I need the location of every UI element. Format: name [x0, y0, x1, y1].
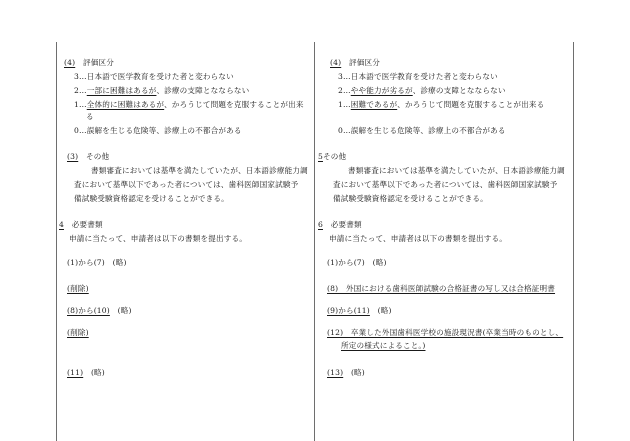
right-item-12-line1: (12) 卒業した外国歯科医学校の施設現況書(卒業当時のものとし、 — [327, 328, 564, 337]
left-docs-intro: 申請に当たって、申請者は以下の書類を提出する。 — [69, 234, 247, 243]
right-other-p1: 書類審査においては基準を満たしていたが、日本語診療能力調 — [348, 166, 565, 175]
left-eval-1-cont: る — [86, 112, 94, 121]
right-docs-intro: 申請に当たって、申請者は以下の書類を提出する。 — [329, 234, 507, 243]
left-eval-heading — [64, 57, 114, 68]
right-eval-1-underlined: 困難であるが — [350, 100, 398, 109]
right-item-1-7: (1)から(7) (略) — [327, 258, 387, 267]
left-other-p1: 書類審査においては基準を満たしていたが、日本語診療能力調 — [91, 166, 308, 175]
left-eval-heading-text: 評価区分 — [82, 58, 114, 67]
right-eval-2: 2…やや能力が劣るが、診療の支障となならない — [338, 86, 506, 95]
right-docs-heading — [318, 219, 362, 230]
right-column-rule — [573, 42, 574, 441]
right-eval-3: 3…日本語で医学教育を受けた者と変わらない — [338, 72, 498, 81]
left-docs-num: 4 — [59, 220, 64, 229]
left-item-8-10: (8)から(10) (略) — [67, 306, 132, 315]
right-docs-text: 必要書類 — [330, 220, 362, 229]
left-docs-heading — [59, 219, 103, 230]
left-eval-2-underlined: 一部に困難はあるが — [86, 86, 157, 95]
right-item-13: (13) (略) — [327, 368, 365, 377]
right-eval-heading — [330, 57, 380, 68]
right-other-text: その他 — [322, 152, 347, 161]
left-column-rule — [56, 42, 57, 441]
right-eval-heading-text: 評価区分 — [348, 58, 380, 67]
right-item-8: (8) 外国における歯科医師試験の合格証書の写し又は合格証明書 — [327, 284, 556, 293]
left-other-heading — [67, 151, 109, 162]
left-other-num: (3) — [67, 152, 79, 161]
right-other-p3: 備試験受験資格認定を受けることができる。 — [333, 194, 488, 203]
left-eval-3: 3…日本語で医学教育を受けた者と変わらない — [74, 72, 234, 81]
right-eval-2-underlined: やや能力が劣るが — [350, 86, 413, 95]
left-other-text: その他 — [85, 152, 110, 161]
right-eval-0: 0…誤解を生じる危険等、診療上の不都合がある — [338, 126, 506, 135]
right-other-heading — [318, 151, 346, 162]
left-eval-1-underlined: 全体的に困難はあるが — [86, 100, 165, 109]
left-item-11: (11) (略) — [67, 368, 105, 377]
left-eval-heading-num: (4) — [64, 58, 76, 67]
left-item-1-7: (1)から(7) (略) — [67, 258, 127, 267]
right-docs-num: 6 — [318, 220, 323, 229]
left-eval-0: 0…誤解を生じる危険等、診療上の不都合がある — [74, 126, 242, 135]
right-other-num: 5 — [318, 152, 323, 161]
right-item-9-11: (9)から(11) (略) — [327, 306, 392, 315]
left-docs-text: 必要書類 — [71, 220, 103, 229]
left-eval-1: 1…全体的に困難はあるが、かろうじて問題を克服することが出来 — [74, 100, 304, 109]
left-deleted-1: (削除) — [67, 284, 89, 293]
right-eval-1: 1…困難であるが、かろうじて問題を克服することが出来る — [338, 100, 545, 109]
left-eval-2: 2…一部に困難はあるが、診療の支障となならない — [74, 86, 250, 95]
center-column-rule — [314, 42, 315, 441]
right-eval-heading-num: (4) — [330, 58, 342, 67]
right-item-12-line2: 所定の様式によること。) — [341, 341, 426, 350]
right-other-p2: 査において基準以下であった者については、歯科医師国家試験予 — [333, 180, 558, 189]
left-other-p3: 備試験受験資格認定を受けることができる。 — [74, 194, 229, 203]
left-deleted-2: (削除) — [67, 328, 89, 337]
left-other-p2: 査において基準以下であった者については、歯科医師国家試験予 — [74, 180, 299, 189]
